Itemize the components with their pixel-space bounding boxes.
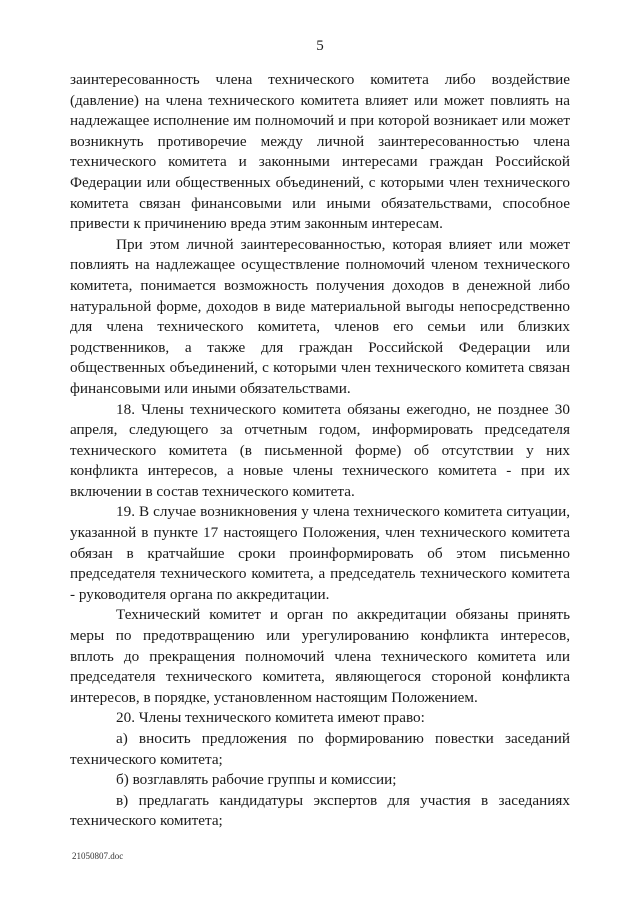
paragraph-personal-interest: При этом личной заинтересованностью, которая влияет или может повлиять на надлежащее осуществление полномочий членом технического комитета, понимается возможность получения доходов в денежной либо натуральной форме, доходов в виде материальной выгоды непосредственно для члена технического комитета, членов его семьи или близких родственников, а также для граждан Российской Федерации или общественных объединений, с которыми член технического комитета связан финансовыми или иными обязательствами. (70, 235, 570, 397)
paragraph-item-18: 18. Члены технического комитета обязаны ежегодно, не позднее 30 апреля, следующего за отчетным годом, информировать председателя технического комитета (в письменной форме) об отсутствии у них конфликта интересов, а новые члены технического комитета - при их включении в состав технического комитета. (70, 400, 570, 500)
paragraph-item-20: 20. Члены технического комитета имеют право: (116, 709, 425, 727)
page-number: 5 (316, 38, 324, 54)
file-name-footer: 21050807.doc (72, 851, 124, 861)
document-body (70, 70, 570, 832)
paragraph-item-20b: б) возглавлять рабочие группы и комиссии; (116, 771, 397, 789)
paragraph-item-20a: а) вносить предложения по формированию повестки заседаний технического комитета; (70, 730, 570, 768)
paragraph-item-20c: в) предлагать кандидатуры экспертов для участия в заседаниях технического комитета; (70, 791, 570, 830)
paragraph-continuation: заинтересованность члена технического комитета либо воздействие (давление) на члена технического комитета влияет или может повлиять на надлежащее исполнение им полномочий и при которой возникает или может возникнуть противоречие между личной заинтересованностью члена технического комитета и законными интересами граждан Российской Федерации или общественных объединений, с которыми член технического комитета связан финансовыми или иными обязательствами, способное привести к причинению вреда этим законным интересам. (70, 71, 570, 233)
paragraph-item-19: 19. В случае возникновения у члена технического комитета ситуации, указанной в пункте 17 настоящего Положения, член технического комитета обязан в кратчайшие сроки проинформировать об этом письменно председателя технического комитета, а председатель технического комитета - руководителя органа по аккредитации. (70, 503, 570, 603)
paragraph-conflict-measures: Технический комитет и орган по аккредитации обязаны принять меры по предотвращению или урегулированию конфликта интересов, вплоть до прекращения полномочий члена технического комитета или председателя технического комитета, являющегося стороной конфликта интересов, в порядке, установленном настоящим Положением. (70, 606, 570, 706)
